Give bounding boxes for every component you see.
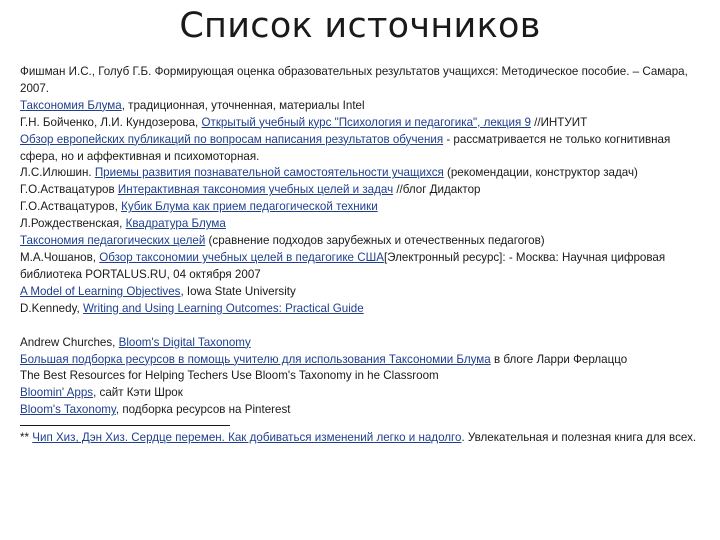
reference-author: М.А.Чошанов, [20, 250, 100, 264]
reference-author: Г.Н. Бойченко, Л.И. Кундозерова, [20, 115, 202, 129]
reference-link[interactable]: Bloom's Taxonomy [20, 403, 116, 417]
reference-link[interactable]: Bloom's Digital Taxonomy [118, 335, 251, 349]
footnote-marker: ** [20, 431, 33, 445]
reference-link[interactable]: Приемы развития познавательной самостоятельности учащихся [94, 166, 444, 180]
reference-link[interactable]: Таксономия Блума [20, 98, 122, 112]
reference-text: , Iowa State University [180, 284, 296, 298]
reference-text: - рассматривается не только когнитивная сфера, но и аффективная и психомоторная. [20, 132, 671, 163]
reference-text: //ИНТУИТ [530, 115, 588, 129]
reference-link[interactable]: Интерактивная таксономия учебных целей и задач [117, 183, 394, 197]
reference-item-8 [20, 216, 704, 233]
reference-item-15 [20, 368, 704, 385]
slide-title: Список источников [179, 6, 541, 46]
reference-link[interactable]: Чип Хиз, Дэн Хиз. Сердце перемен. Как добиваться изменений легко и надолго [32, 431, 462, 445]
reference-text: , традиционная, уточненная, материалы Intel [121, 98, 365, 112]
reference-item-17 [20, 402, 704, 419]
reference-link[interactable]: Квадратура Блума [125, 217, 226, 231]
reference-link[interactable]: Таксономия педагогических целей [20, 234, 206, 248]
reference-item-12 [20, 301, 704, 318]
reference-item-14 [20, 352, 704, 369]
reference-list [20, 64, 704, 447]
reference-text: . Увлекательная и полезная книга для всех. [461, 431, 697, 445]
reference-text: (рекомендации, конструктор задач) [443, 166, 638, 180]
reference-item-7 [20, 199, 704, 216]
reference-link[interactable]: Кубик Блума как прием педагогической техники [121, 200, 378, 214]
reference-text: [Электронный ресурс]: - Москва: Научная цифровая библиотека PORTALUS.RU, 04 октября 2007 [20, 250, 666, 281]
reference-author: Л.С.Илюшин. [20, 166, 95, 180]
reference-item-3 [20, 115, 704, 132]
reference-item-1 [20, 64, 704, 98]
reference-text: Фишман И.С., Голуб Г.Б. Формирующая оценка образовательных результатов учащихся: Методическое пособие. – Самара, 2007. [20, 65, 688, 95]
reference-link[interactable]: Обзор европейских публикаций по вопросам написания результатов обучения [20, 132, 444, 146]
reference-link[interactable]: Writing and Using Learning Outcomes: Practical Guide [82, 301, 364, 315]
reference-text: (сравнение подходов зарубежных и отечественных педагогов) [205, 234, 545, 248]
reference-link[interactable]: Bloomin' Apps [20, 386, 94, 400]
reference-item-4 [20, 132, 704, 166]
reference-text: в блоге Ларри Ферлаццо [490, 352, 628, 366]
reference-link[interactable]: Обзор таксономии учебных целей в педагогике США [99, 250, 384, 264]
reference-item-9 [20, 233, 704, 250]
reference-item-18 [20, 430, 704, 447]
reference-item-11 [20, 284, 704, 301]
reference-link[interactable]: Открытый учебный курс "Психология и педагогика", лекция 9 [201, 115, 531, 129]
reference-link[interactable]: Большая подборка ресурсов в помощь учителю для использования Таксономии Блума [20, 352, 491, 366]
reference-link[interactable]: A Model of Learning Objectives [20, 284, 181, 298]
reference-item-2 [20, 98, 704, 115]
reference-item-16 [20, 385, 704, 402]
reference-author: Г.О.Аствацатуров, [20, 200, 122, 214]
reference-author: Andrew Churches, [20, 335, 119, 349]
blank-line [20, 318, 704, 335]
reference-item-10 [20, 250, 704, 284]
footnote-separator [20, 425, 230, 426]
reference-item-5 [20, 165, 704, 182]
reference-text: The Best Resources for Helping Techers Use Bloom's Taxonomy in he Classroom [20, 369, 439, 383]
reference-author: D.Kennedy, [20, 301, 83, 315]
reference-author: Л.Рождественская, [20, 217, 126, 231]
reference-item-6 [20, 182, 704, 199]
reference-text: //блог Дидактор [393, 183, 481, 197]
reference-author: Г.О.Аствацатуров [20, 183, 118, 197]
reference-text: , подборка ресурсов на Pinterest [115, 403, 291, 417]
reference-item-13 [20, 335, 704, 352]
reference-text: , сайт Кэти Шрок [93, 386, 183, 400]
